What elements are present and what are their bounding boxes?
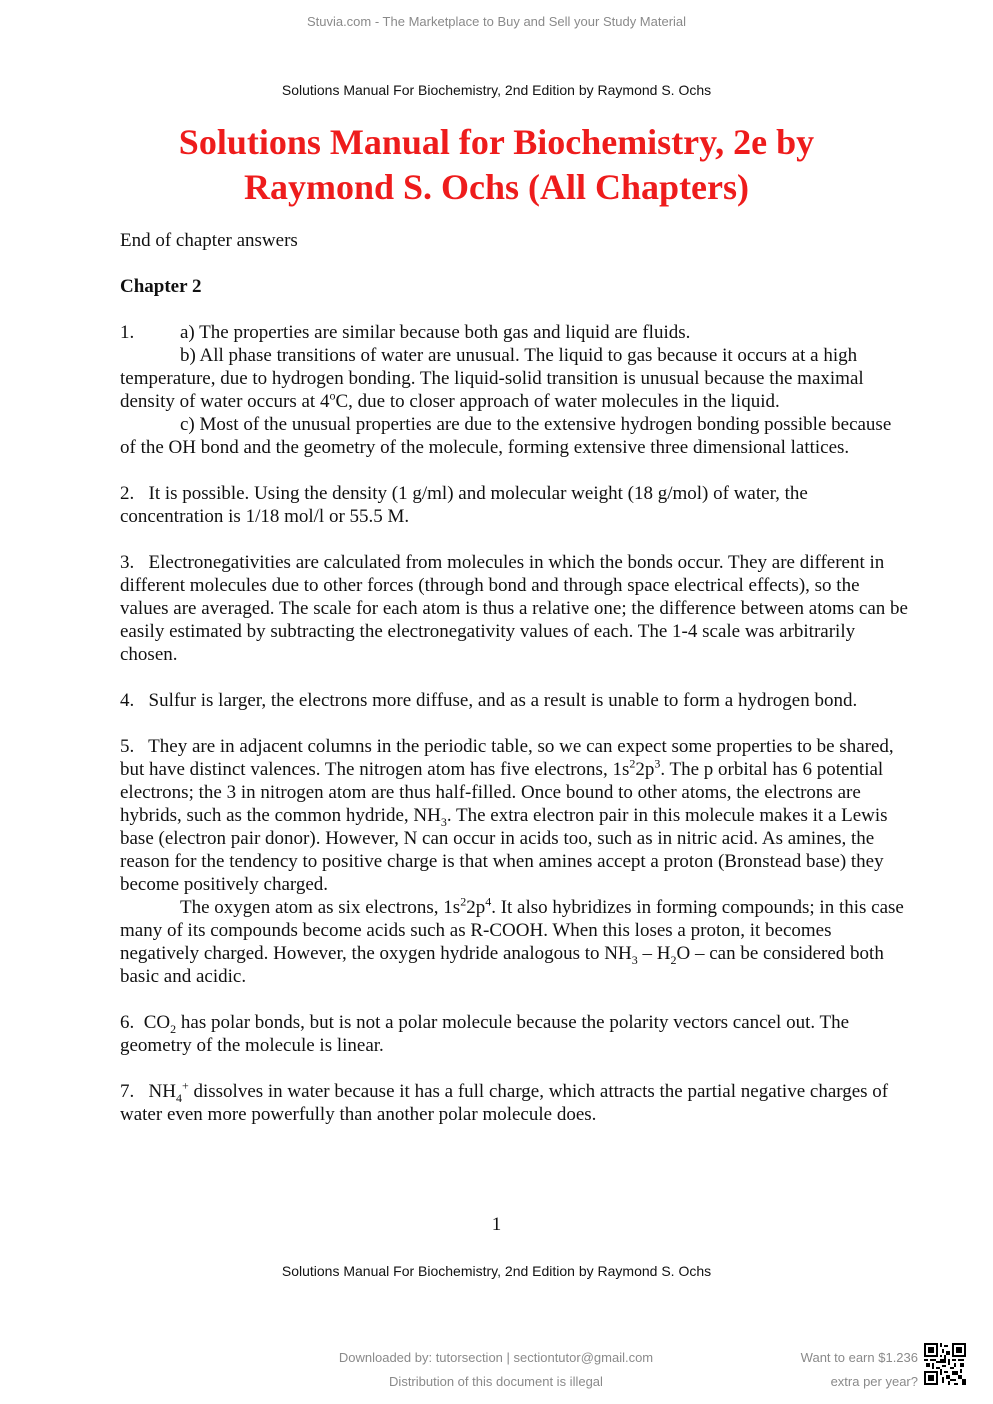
- answer-6: 6. $CO_2$ has polar bonds, but is not a polar molecule because the polarity vectors cancel out. The geometry of the molecule is linear.: [120, 1012, 850, 1056]
- answer-1-part-a: 1. a) The properties are similar because both gas and liquid are fluids.: [120, 322, 691, 343]
- answer-4-text: Sulfur is larger, the electrons more diffuse, and as a result is unable to form a hydrogen bond.: [148, 690, 858, 711]
- download-info: [280, 1346, 712, 1394]
- answer-1: [120, 321, 910, 459]
- distribution-notice: Distribution of this document is illegal: [389, 1374, 603, 1389]
- title-line-1: Solutions Manual for Biochemistry, 2e by: [178, 122, 815, 162]
- answer-7-number: 7.: [120, 1081, 135, 1102]
- document-title: [0, 120, 993, 210]
- answer-1-number: 1.: [120, 322, 135, 343]
- earn-promo-line-2[interactable]: extra per year?: [830, 1374, 918, 1389]
- answer-4-number: 4.: [120, 690, 135, 711]
- answer-5: [120, 735, 910, 988]
- earn-promo-line-1[interactable]: Want to earn $1.236: [800, 1350, 918, 1365]
- answer-5-number: 5.: [120, 736, 135, 757]
- earn-promo[interactable]: [801, 1346, 918, 1394]
- document-body: [120, 229, 910, 1149]
- answer-2: [120, 482, 910, 528]
- answer-7: 7. $NH_4^+$ dissolves in water because it has a full charge, which attracts the partial negative charges of water even more powerfully than another polar molecule does.: [120, 1078, 889, 1125]
- stuvia-watermark: Stuvia.com - The Marketplace to Buy and Sell your Study Material: [306, 14, 687, 29]
- page-number: 1: [491, 1214, 502, 1235]
- downloaded-by-text: Downloaded by: tutorsection | sectiontutor@gmail.com: [338, 1350, 654, 1365]
- answer-2-text: It is possible. Using the density (1 g/ml) and molecular weight (18 g/mol) of water, the concentration is 1/18 mol/l or 55.5 M.: [120, 483, 808, 527]
- qr-code-icon[interactable]: [924, 1343, 966, 1385]
- intro-text: End of chapter answers: [120, 230, 298, 251]
- answer-1-part-c: c) Most of the unusual properties are due to the extensive hydrogen bonding possible because of the OH bond and the geometry of the molecule, forming extensive three dimensional lattices.: [120, 414, 892, 458]
- answer-1-part-b: b) All phase transitions of water are unusual. The liquid to gas because it occurs at a high temperature, due to hydrogen bonding. The liquid-solid transition is unusual because the maximal density of water occurs at 4$^o$C, due to closer approach of water molecules in the liquid.: [120, 345, 864, 412]
- answer-3: [120, 551, 910, 666]
- answer-5-paragraph-2: The oxygen atom as six electrons, $1s^22p^4$. It also hybridizes in forming compounds; in this case many of its compounds become acids such as R-COOH. When this loses a proton, it becomes negatively charged. However, the oxygen hydride analogous to $NH_3 - H_2O$ – can be considered both basic and acidic.: [120, 894, 904, 987]
- answer-4: [120, 689, 910, 712]
- running-header: Solutions Manual For Biochemistry, 2nd Edition by Raymond S. Ochs: [281, 82, 712, 98]
- answer-3-text: Electronegativities are calculated from molecules in which the bonds occur. They are different in different molecules due to other forces (through bond and through space electrical effects), so the values are averaged. The scale for each atom is thus a relative one; the difference between atoms can be easily estimated by subtracting the electronegativity values of each. The 1-4 scale was arbitrarily chosen.: [120, 552, 908, 665]
- answer-6-number: 6.: [120, 1012, 135, 1033]
- title-line-2: Raymond S. Ochs (All Chapters): [243, 167, 750, 207]
- running-footer: Solutions Manual For Biochemistry, 2nd Edition by Raymond S. Ochs: [281, 1263, 712, 1279]
- answer-2-number: 2.: [120, 483, 135, 504]
- answer-5-paragraph-1: 5. They are in adjacent columns in the periodic table, so we can expect some properties to be shared, but have distinct valences. The nitrogen atom has five electrons, $1s^22p^3$. The p orbital has 6 potential electrons; the 3 in nitrogen atom are thus half-filled. Once bound to other atoms, the electrons are hybrids, such as the common hydride, $NH_3$. The extra electron pair in this molecule makes it a Lewis base (electron pair donor). However, N can occur in acids too, such as in nitric acid. As amines, the reason for the tendency to positive charge is that when amines accept a proton (Bronstead base) they become positively charged.: [120, 736, 894, 895]
- answer-3-number: 3.: [120, 552, 135, 573]
- chapter-heading: Chapter 2: [120, 276, 202, 297]
